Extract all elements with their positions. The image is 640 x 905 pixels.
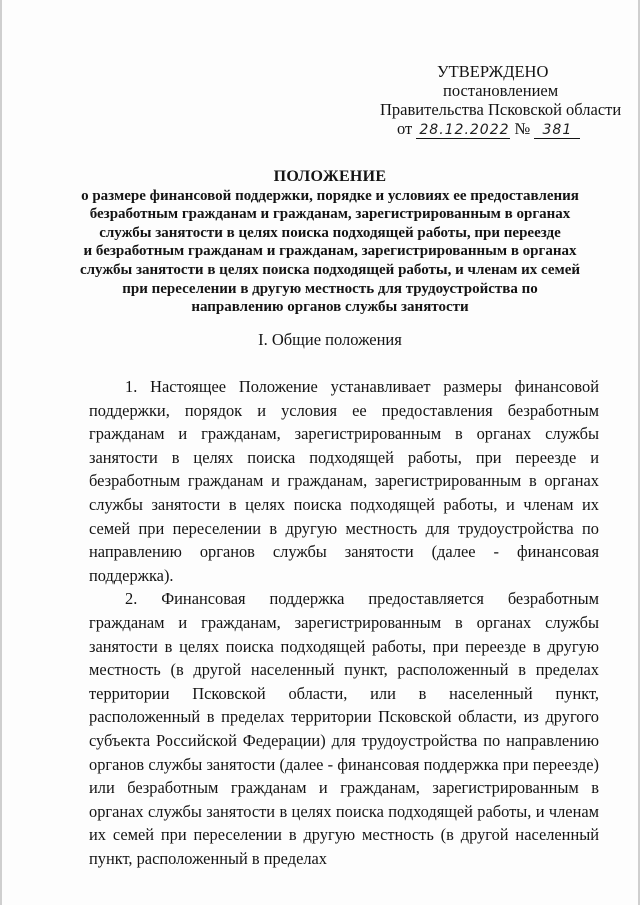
subtitle-line: службы занятости в целях поиска подходящей работы, и членам их семей <box>79 261 581 278</box>
section-heading: I. Общие положения <box>258 330 402 349</box>
document-body <box>89 375 599 870</box>
document-title-block <box>60 168 600 317</box>
approval-title: УТВЕРЖДЕНО <box>437 62 549 81</box>
approval-date-row <box>380 119 610 139</box>
paragraph-1: 1. Настоящее Положение устанавливает размеры финансовой поддержки, порядок и условия ее предоставления безработным гражданам и гражданам, зарегистрированным в органах службы занятости в целях поиска подходящей работы, при переезде и безработным гражданам и гражданам, зарегистрированным в органах службы занятости в целях поиска подходящей работы, и членам их семей при переселении в другую местность для трудоустройства по направлению органов службы занятости (далее - финансовая поддержка). <box>89 377 599 585</box>
document-title: ПОЛОЖЕНИЕ <box>273 168 387 185</box>
handwritten-date: 28.12.2022 <box>416 122 510 139</box>
approval-government: Правительства Псковской области <box>380 100 622 119</box>
subtitle-line: направлению органов службы занятости <box>191 299 469 316</box>
scan-edge-left <box>0 0 2 905</box>
subtitle-line: службы занятости в целях поиска подходящей работы, при переезде <box>99 224 561 241</box>
approval-block <box>380 62 622 139</box>
number-prefix: № <box>514 119 531 138</box>
subtitle-line: при переселении в другую местность для трудоустройства по <box>122 280 538 297</box>
handwritten-number: 381 <box>534 122 580 139</box>
paragraph-2: 2. Финансовая поддержка предоставляется безработным гражданам и гражданам, зарегистрированным в органах службы занятости в целях поиска подходящей работы, при переезде в другую местность (в другой населенный пункт, расположенный в пределах территории Псковской области, или в населенный пункт, расположенный в пределах территории Псковской области, из другого субъекта Российской Федерации) для трудоустройства по направлению органов службы занятости (далее - финансовая поддержка при переезде) или безработным гражданам и гражданам, зарегистрированным в органах службы занятости в целях поиска подходящей работы, и членам их семей при переселении в другую местность (в другой населенный пункт, расположенный в пределах <box>89 589 599 868</box>
subtitle-line: безработным гражданам и гражданам, зарегистрированным в органах <box>89 206 571 223</box>
subtitle-line: о размере финансовой поддержки, порядке и условиях ее предоставления <box>81 187 579 204</box>
subtitle-line: и безработным гражданам и гражданам, зарегистрированным в органах <box>83 243 577 260</box>
date-prefix: от <box>397 119 413 138</box>
approval-by: постановлением <box>443 81 559 100</box>
